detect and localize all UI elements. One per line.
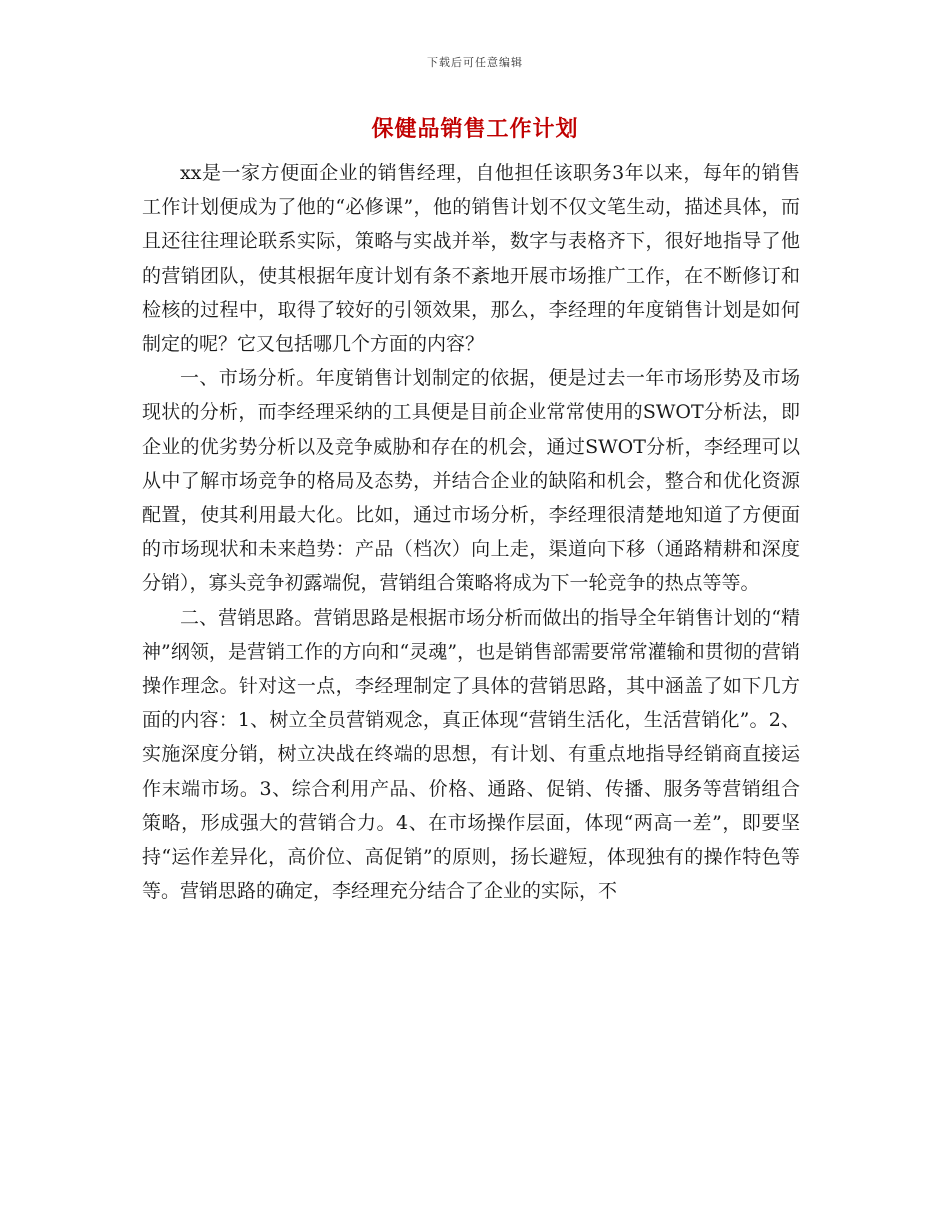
paragraph-marketing-strategy: 二、营销思路。营销思路是根据市场分析而做出的指导全年销售计划的“精神”纲领，是营销工作的方向和“灵魂”，也是销售部需要常常灌输和贯彻的营销操作理念。针对这一点，李经理制定了具体的营销思路，其中涵盖了如下几方面的内容：1、树立全员营销观念，真正体现“营销生活化，生活营销化”。2、实施深度分销，树立决战在终端的思想，有计划、有重点地指导经销商直接运作末端市场。3、综合利用产品、价格、通路、促销、传播、服务等营销组合策略，形成强大的营销合力。4、在市场操作层面，体现“两高一差”，即要坚持“运作差异化，高价位、高促销”的原则，扬长避短，体现独有的操作特色等等。营销思路的确定，李经理充分结合了企业的实际，不 — [142, 606, 800, 903]
header-note: 下载后可任意编辑 — [427, 56, 523, 69]
paragraph-market-analysis: 一、市场分析。年度销售计划制定的依据，便是过去一年市场形势及市场现状的分析，而李经理采纳的工具便是目前企业常常使用的SWOT分析法，即企业的优劣势分析以及竞争威胁和存在的机会，通过SWOT分析，李经理可以从中了解市场竞争的格局及态势，并结合企业的缺陷和机会，整合和优化资源配置，使其利用最大化。比如，通过市场分析，李经理很清楚地知道了方便面的市场现状和未来趋势：产品（档次）向上走，渠道向下移（通路精耕和深度分销），寡头竞争初露端倪，营销组合策略将成为下一轮竞争的热点等等。 — [142, 367, 800, 595]
document-title: 保健品销售工作计划 — [371, 116, 579, 142]
paragraph-intro: xx是一家方便面企业的销售经理，自他担任该职务3年以来，每年的销售工作计划便成为了他的“必修课”，他的销售计划不仅文笔生动，描述具体，而且还往往理论联系实际，策略与实战并举，数字与表格齐下，很好地指导了他的营销团队，使其根据年度计划有条不紊地开展市场推广工作，在不断修订和检核的过程中，取得了较好的引领效果，那么，李经理的年度销售计划是如何制定的呢？它又包括哪几个方面的内容？ — [142, 162, 800, 356]
document-body — [142, 156, 800, 908]
